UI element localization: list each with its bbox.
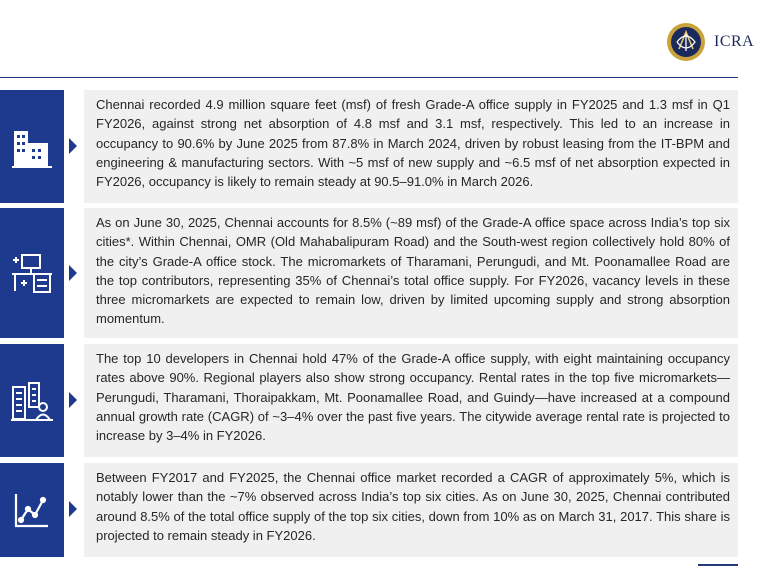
developer-buildings-icon xyxy=(10,379,54,423)
section-stock xyxy=(0,208,768,338)
office-buildings-icon xyxy=(12,125,52,169)
section-text-box xyxy=(84,463,738,557)
footer-accent-line xyxy=(698,564,738,566)
logo-text: ICRA xyxy=(714,33,755,50)
section-text-box xyxy=(84,208,738,338)
section-icon-box xyxy=(0,463,64,557)
office-desk-icon xyxy=(10,251,54,295)
section-text: Chennai recorded 4.9 million square feet (msf) of fresh Grade-A office supply in FY2025 and 1.3 msf in Q1 FY2026, against strong net absorption of 4.8 msf and 3.1 msf, respectively. This led to an increase in occupancy to 90.6% by June 2025 from 87.8% in March 2024, driven by robust leasing from the IT-BPM and engineering & manufacturing sectors. With ~5 msf of new supply and ~6.5 msf of net absorption expected in FY2026, occupancy is likely to remain steady at 90.5–91.0% in March 2026. xyxy=(96,97,730,190)
section-text: The top 10 developers in Chennai hold 47% of the Grade-A office supply, with eight maintaining occupancy rates above 90%. Regional players also show strong occupancy. Rental rates in the top five micromarkets—Perungudi, Tharamani, Thoraipakkam, Mt. Poonamallee Road, and Guindy—have increased at a compound annual growth rate (CAGR) of ~3–4% over the past five years. The citywide average rental rate is projected to increase by 3–4% in FY2026. xyxy=(96,351,730,444)
header-divider xyxy=(0,77,738,78)
section-supply xyxy=(0,90,768,203)
section-text: Between FY2017 and FY2025, the Chennai office market recorded a CAGR of approximately 5%, which is notably lower than the ~7% observed across India’s top six cities. As on June 30, 2025, Chennai contributed around 8.5% of the total office supply of the top six cities, down from 10% as on March 31, 2017. This share is projected to remain steady in FY2026. xyxy=(96,470,730,543)
icra-logo xyxy=(666,22,762,62)
section-arrow xyxy=(69,501,77,517)
page-header xyxy=(0,0,768,78)
section-arrow xyxy=(69,265,77,281)
section-arrow xyxy=(69,392,77,408)
icra-emblem-icon xyxy=(666,22,706,62)
line-chart-icon xyxy=(12,490,52,530)
section-text: As on June 30, 2025, Chennai accounts for 8.5% (~89 msf) of the Grade-A office space across India’s top six cities*. Within Chennai, OMR (Old Mahabalipuram Road) and the South-west region collectively hold 80% of the city’s Grade-A office stock. The micromarkets of Tharamani, Perungudi, and Mt. Poonamallee Road are the top contributors, representing 35% of Chennai’s total office supply. For FY2026, vacancy levels in these three micromarkets are expected to remain low, driven by limited upcoming supply and strong absorption momentum. xyxy=(96,215,730,327)
section-text-box xyxy=(84,90,738,203)
section-text-box xyxy=(84,344,738,457)
section-cagr xyxy=(0,463,768,557)
section-icon-box xyxy=(0,208,64,338)
section-icon-box xyxy=(0,90,64,203)
section-arrow xyxy=(69,138,77,154)
section-icon-box xyxy=(0,344,64,457)
section-developers xyxy=(0,344,768,457)
